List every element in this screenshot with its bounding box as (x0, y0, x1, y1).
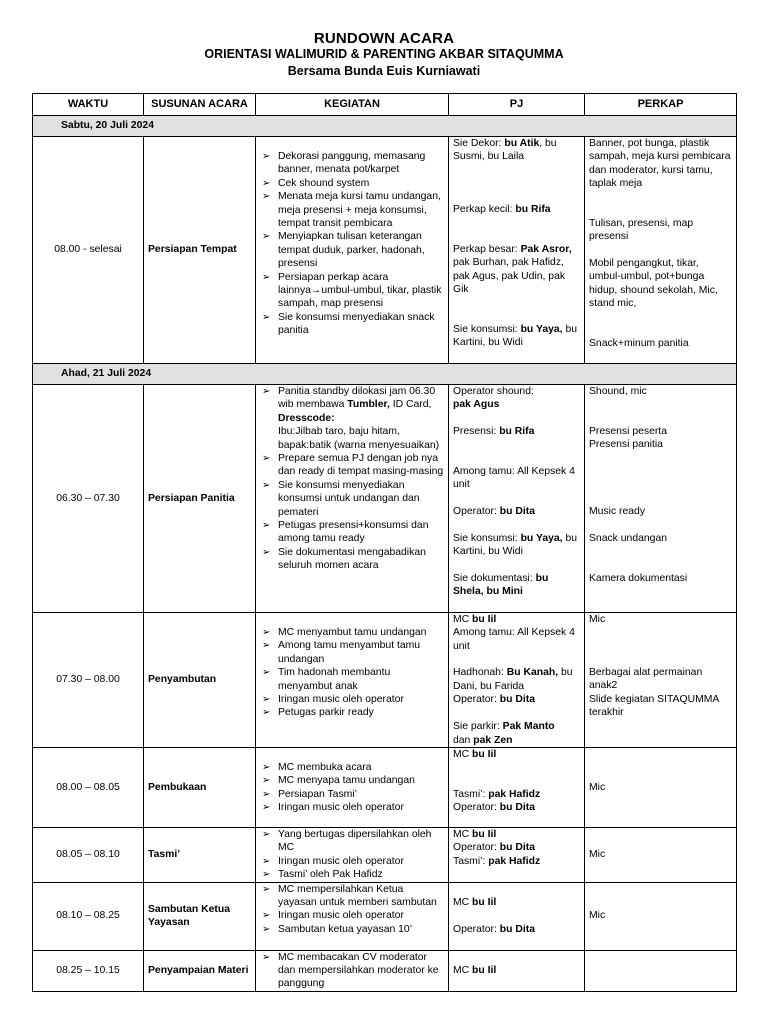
list-item: ➢ Tasmi’ oleh Pak Hafidz (260, 868, 444, 881)
kegiatan-cell (256, 748, 449, 828)
act-cell: Persiapan Panitia (144, 385, 256, 613)
list-item: ➢ Menata meja kursi tamu undangan, meja presensi + meja konsumsi, tempat transit pembicara (260, 190, 444, 230)
pj-entry: Tasmi’: pak Hafidz (453, 855, 541, 867)
table-row (33, 613, 737, 748)
pj-entry: Operator shound: pak Agus (453, 386, 534, 411)
pj-cell (449, 613, 585, 748)
kegiatan-cell (256, 950, 449, 991)
act-cell: Persiapan Tempat (144, 137, 256, 364)
pj-entry: MC bu Iil (453, 614, 497, 625)
perkap-entry: Presensi peserta (589, 426, 667, 437)
act-cell: Penyampaian Materi (144, 950, 256, 991)
pj-entry: Presensi: bu Rifa (453, 426, 535, 437)
col-header-susunan-acara: SUSUNAN ACARA (144, 94, 256, 116)
col-header-perkap: PERKAP (585, 94, 737, 116)
perkap-entry: Presensi panitia (589, 439, 663, 451)
list-item: ➢ Sie konsumsi menyediakan snack panitia (260, 311, 444, 338)
pj-entry: MC bu Iil (453, 896, 497, 908)
pj-entry: Operator: bu Dita (453, 802, 535, 814)
pj-entry: MC bu Iil (453, 829, 497, 841)
list-item: ➢ Iringan music oleh operator (260, 855, 444, 868)
time-cell: 06.30 – 07.30 (33, 385, 144, 613)
time-cell: 08.25 – 10.15 (33, 950, 144, 991)
list-item: ➢ Iringan music oleh operator (260, 801, 444, 814)
pj-cell (449, 748, 585, 828)
dresscode-text: Ibu:Jilbab taro, baju hitam, bapak:batik (warna menyesuaikan) (278, 426, 440, 451)
list-item: ➢ Menyiapkan tulisan keterangan tempat duduk, parker, hadonah, presensi (260, 230, 444, 270)
list-item: ➢ MC mempersilahkan Ketua yayasan untuk memberi sambutan (260, 883, 444, 910)
pj-entry: Operator: bu Dita (453, 923, 535, 935)
perkap-entry: Slide kegiatan SITAQUMMA terakhir (589, 693, 719, 719)
perkap-cell (585, 137, 737, 364)
list-item: ➢ Among tamu menyambut tamu undangan (260, 639, 444, 666)
list-item: ➢ Panitia standby dilokasi jam 06.30 wib membawa Tumbler, ID Card, Dresscode: Ibu:Jilbab taro, baju hitam, bapak:batik (warna menyesuaikan) (260, 385, 444, 452)
act-cell: Penyambutan (144, 613, 256, 748)
perkap-cell (585, 385, 737, 613)
document-subtitle: ORIENTASI WALIMURID & PARENTING AKBAR SITAQUMMA (204, 47, 564, 61)
day-label: Sabtu, 20 Juli 2024 (33, 116, 737, 137)
pj-entry: Hadhonah: Bu Kanah, bu Dani, bu Farida (453, 667, 573, 692)
col-header-pj: PJ (449, 94, 585, 116)
act-cell: Tasmi’ (144, 828, 256, 883)
pj-cell (449, 828, 585, 883)
list-item: ➢ MC menyambut tamu undangan (260, 626, 444, 639)
perkap-cell: Mic (585, 748, 737, 828)
perkap-cell (585, 613, 737, 748)
perkap-entry: Music ready (589, 506, 646, 518)
list-item: ➢ Tim hadonah membantu menyambut anak (260, 666, 444, 693)
kegiatan-cell (256, 385, 449, 613)
table-row (33, 385, 737, 613)
perkap-entry: Shound, mic (589, 386, 647, 397)
list-item: ➢ Sie konsumsi menyediakan konsumsi untuk undangan dan pemateri (260, 479, 444, 519)
list-item: ➢ Iringan music oleh operator (260, 693, 444, 706)
time-cell: 07.30 – 08.00 (33, 613, 144, 748)
pj-entry: Tasmi’: pak Hafidz (453, 789, 541, 801)
col-header-waktu: WAKTU (33, 94, 144, 116)
list-item: ➢ Persiapan perkap acara lainnya→umbul-umbul, tikar, plastik sampah, map presensi (260, 271, 444, 311)
pj-entry: Among tamu: All Kepsek 4 unit (453, 466, 575, 491)
perkap-entry: Snack+minum panitia (589, 338, 689, 349)
pj-entry: Perkap besar: Pak Asror, pak Burhan, pak Hafidz, pak Agus, pak Udin, pak Gik (453, 244, 572, 296)
list-item: ➢ Yang bertugas dipersilahkan oleh MC (260, 828, 444, 855)
col-header-kegiatan: KEGIATAN (256, 94, 449, 116)
time-cell: 08.10 – 08.25 (33, 882, 144, 950)
pj-entry: Operator: bu Dita (453, 694, 535, 706)
act-cell: Pembukaan (144, 748, 256, 828)
pj-entry: MC bu Iil (453, 965, 497, 977)
list-item: ➢ MC membuka acara (260, 761, 444, 774)
pj-entry: Operator: bu Dita (453, 506, 535, 517)
pj-cell (449, 950, 585, 991)
perkap-entry: Mobil pengangkut, tikar, umbul-umbul, pot+bunga hidup, shound sekolah, Mic, stand mic, (589, 258, 718, 310)
table-row (33, 828, 737, 883)
pj-entry: Perkap kecil: bu Rifa (453, 204, 551, 215)
list-item: ➢ Persiapan Tasmi’ (260, 788, 444, 801)
perkap-entry: Banner, pot bunga, plastik sampah, meja kursi pembicara dan moderator, kursi tamu, taplak meja (589, 138, 731, 190)
perkap-cell: Mic (585, 882, 737, 950)
kegiatan-cell (256, 137, 449, 364)
list-item: ➢ Dekorasi panggung, memasang banner, menata pot/karpet (260, 150, 444, 177)
pj-cell (449, 137, 585, 364)
table-row (33, 950, 737, 991)
table-header-row (33, 94, 737, 116)
list-item: ➢ Iringan music oleh operator (260, 909, 444, 922)
table-row (33, 748, 737, 828)
document-title: RUNDOWN ACARA (313, 30, 455, 47)
pj-entry: Sie dokumentasi: bu Shela, bu Mini (453, 573, 549, 598)
pj-entry: Operator: bu Dita (453, 842, 535, 854)
list-item: ➢ Petugas parkir ready (260, 706, 444, 719)
pj-entry: Sie parkir: Pak Manto dan pak Zen (453, 721, 555, 746)
list-item: ➢ Cek shound system (260, 177, 444, 190)
time-cell: 08.00 - selesai (33, 137, 144, 364)
kegiatan-cell (256, 613, 449, 748)
day-row-ahad (33, 364, 737, 385)
list-item: ➢ MC menyapa tamu undangan (260, 774, 444, 787)
list-item: ➢ Sambutan ketua yayasan 10’ (260, 923, 444, 936)
pj-entry: Sie konsumsi: bu Yaya, bu Kartini, bu Widi (453, 324, 578, 349)
pj-entry: Sie Dekor: bu Atik, bu Susmi, bu Laila (453, 138, 557, 163)
day-row-sabtu (33, 116, 737, 137)
list-item: ➢ MC membacakan CV moderator dan mempersilahkan moderator ke panggung (260, 951, 444, 991)
kegiatan-cell (256, 882, 449, 950)
document-host-line: Bersama Bunda Euis Kurniawati (287, 64, 481, 78)
table-row (33, 882, 737, 950)
table-row (33, 137, 737, 364)
pj-entry: Sie konsumsi: bu Yaya, bu Kartini, bu Widi (453, 533, 578, 558)
perkap-entry: Kamera dokumentasi (589, 573, 688, 585)
pj-cell (449, 385, 585, 613)
rundown-table (32, 93, 737, 992)
day-label: Ahad, 21 Juli 2024 (33, 364, 737, 385)
perkap-entry: Berbagai alat permainan anak2 (589, 667, 703, 692)
list-item: ➢ Prepare semua PJ dengan job nya dan ready di tempat masing-masing (260, 452, 444, 479)
perkap-cell (585, 950, 737, 991)
perkap-entry: Mic (589, 614, 606, 625)
time-cell: 08.00 – 08.05 (33, 748, 144, 828)
pj-entry: Among tamu: All Kepsek 4 unit (453, 627, 575, 652)
pj-entry: MC bu Iil (453, 749, 497, 761)
perkap-cell: Mic (585, 828, 737, 883)
time-cell: 08.05 – 08.10 (33, 828, 144, 883)
list-item: ➢ Sie dokumentasi mengabadikan seluruh momen acara (260, 546, 444, 573)
list-item: ➢ Petugas presensi+konsumsi dan among tamu ready (260, 519, 444, 546)
act-cell: Sambutan Ketua Yayasan (144, 882, 256, 950)
kegiatan-cell (256, 828, 449, 883)
pj-cell (449, 882, 585, 950)
dresscode-label: Dresscode: (278, 412, 335, 424)
perkap-entry: Snack undangan (589, 533, 667, 545)
perkap-entry: Tulisan, presensi, map presensi (589, 218, 694, 243)
